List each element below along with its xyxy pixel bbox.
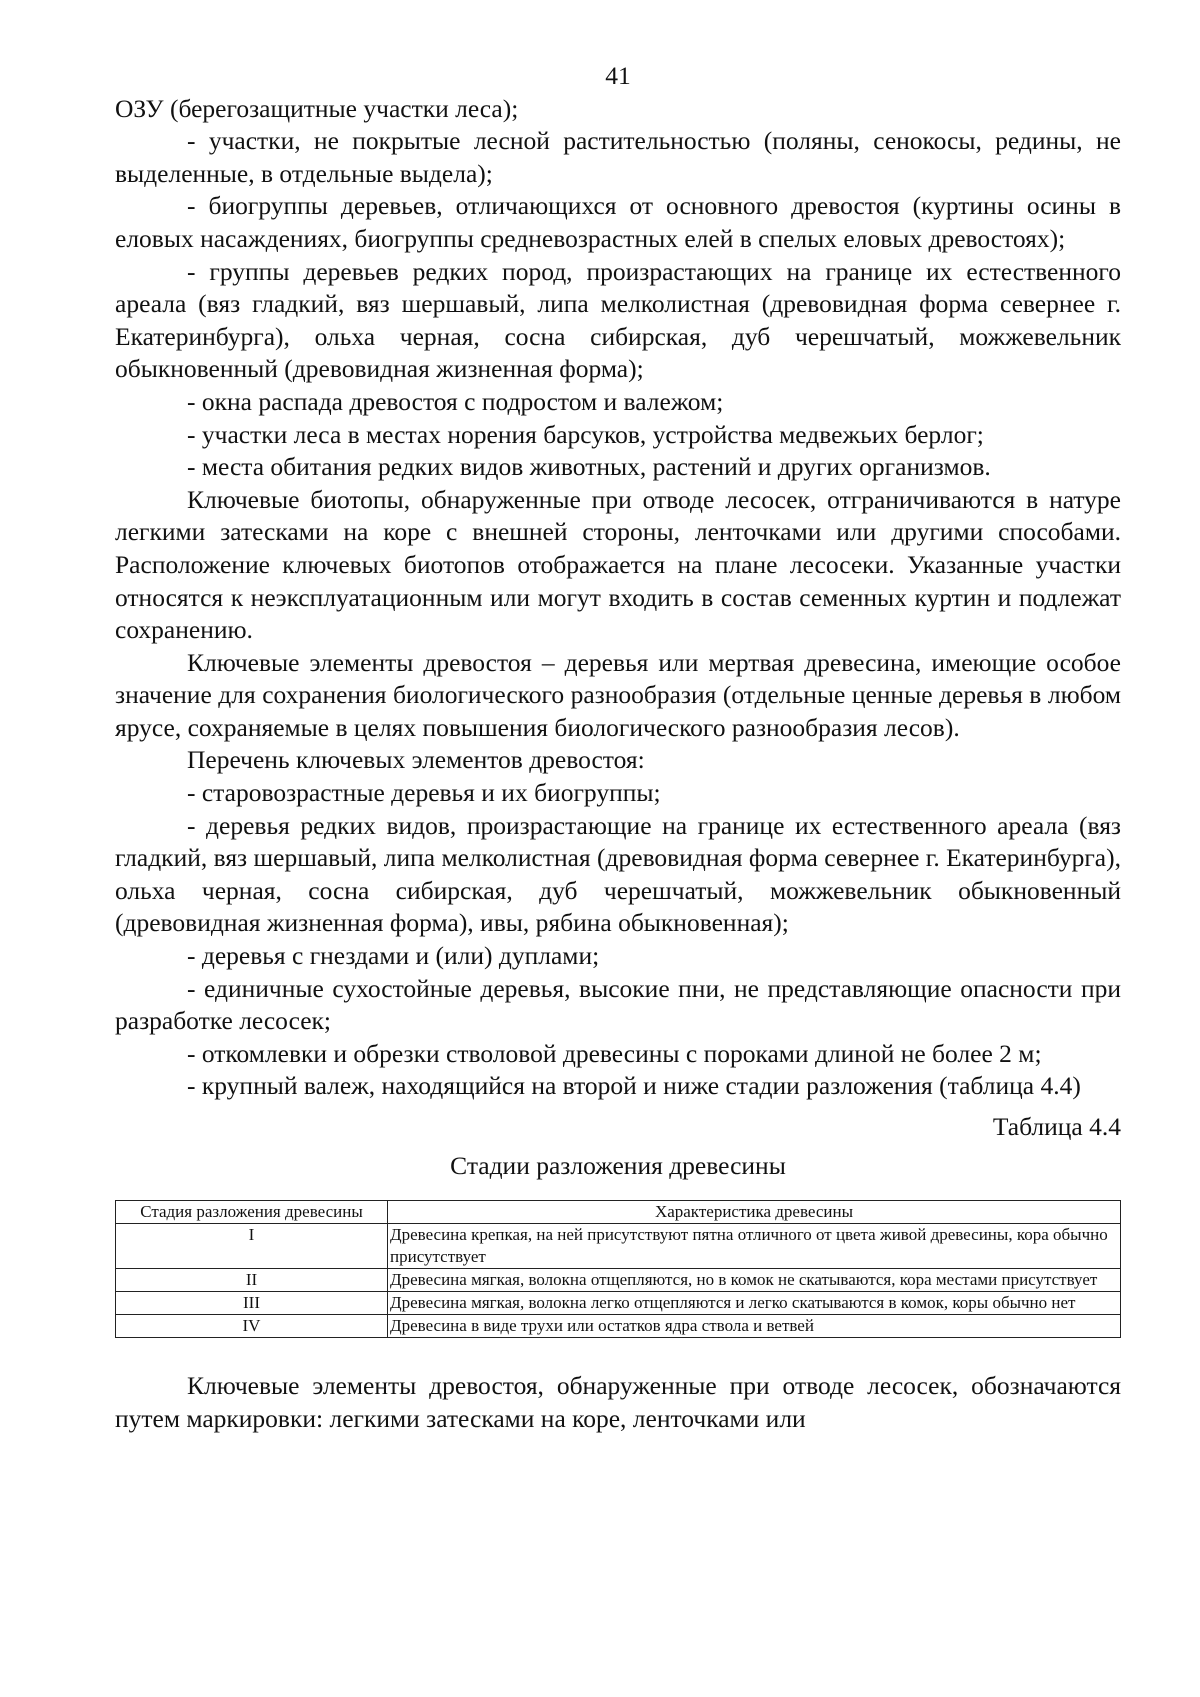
paragraph: Ключевые элементы древостоя, обнаруженные при отводе лесосек, обозначаются путем маркировки: легкими затесками на коре, ленточками или [115,1371,1121,1433]
table-label: Таблица 4.4 [992,1112,1121,1141]
header-characteristic: Характеристика древесины [388,1201,1121,1224]
paragraph: - деревья с гнездами и (или) дуплами; [187,941,600,971]
body-text-bottom [115,1370,1121,1435]
table-row [116,1292,1121,1315]
paragraph: Перечень ключевых элементов древостоя: [187,745,645,775]
paragraph: - окна распада древостоя с подростом и валежом; [187,386,724,416]
stage-cell: II [116,1269,388,1292]
paragraph: - откомлевки и обрезки стволовой древесины с пороками длиной не более 2 м; [187,1038,1042,1068]
table-title: Стадии разложения древесины [450,1150,786,1180]
page-number: 41 [605,61,631,90]
description-cell: Древесина мягкая, волокна отщепляются, но в комок не скатываются, кора местами присутствует [388,1269,1121,1292]
paragraph: Ключевые элементы древостоя – деревья или мертвая древесина, имеющие особое значение для сохранения биологического разнообразия (отдельные ценные деревья в любом ярусе, сохраняемые в целях повышения биологического разнообразия лесов). [115,647,1121,742]
paragraph: - старовозрастные деревья и их биогруппы; [187,778,661,808]
table-row [116,1269,1121,1292]
paragraph: - единичные сухостойные деревья, высокие пни, не представляющие опасности при разработке лесосек; [115,973,1121,1036]
table-header-row [116,1201,1121,1224]
paragraph: ОЗУ (берегозащитные участки леса); [115,93,519,123]
paragraph: - места обитания редких видов животных, растений и других организмов. [187,452,991,482]
body-text-top [115,93,1121,1103]
paragraph: - участки леса в местах норения барсуков, устройства медвежьих берлог; [187,419,984,449]
paragraph: - крупный валеж, находящийся на второй и ниже стадии разложения (таблица 4.4) [187,1071,1081,1101]
paragraph: - участки, не покрытые лесной растительностью (поляны, сенокосы, редины, не выделенные, в отдельные выдела); [115,126,1121,188]
table-row [116,1315,1121,1338]
paragraph: Ключевые биотопы, обнаруженные при отводе лесосек, отграничиваются в натуре легкими затесками на коре с внешней стороны, ленточками или другими способами. Расположение ключевых биотопов отображается на плане лесосеки. Указанные участки относятся к неэксплуатационным или могут входить в состав семенных куртин и подлежат сохранению. [115,484,1121,645]
paragraph: - биогруппы деревьев, отличающихся от основного древостоя (куртины осины в еловых насаждениях, биогруппы средневозрастных елей в спелых еловых древостоях); [115,191,1121,253]
table-row [116,1224,1121,1269]
paragraph: - группы деревьев редких пород, произрастающих на границе их естественного ареала (вяз гладкий, вяз шершавый, липа мелколистная (древовидная форма севернее г. Екатеринбурга), ольха черная, сосна сибирская, дуб черешчатый, можжевельник обыкновенный (древовидная жизненная форма); [115,256,1121,384]
paragraph: - деревья редких видов, произрастающие на границе их естественного ареала (вяз гладкий, вяз шершавый, липа мелколистная (древовидная форма севернее г. Екатеринбурга), ольха черная, сосна сибирская, дуб черешчатый, можжевельник обыкновенный (древовидная жизненная форма), ивы, рябина обыкновенная); [115,810,1121,938]
stage-cell: III [116,1292,388,1315]
stage-cell: I [116,1224,388,1269]
document-page [115,60,1121,1435]
header-stage: Стадия разложения древесины [116,1201,388,1224]
description-cell: Древесина крепкая, на ней присутствуют пятна отличного от цвета живой древесины, кора обычно присутствует [388,1224,1121,1269]
decomposition-table [115,1200,1121,1338]
stage-cell: IV [116,1315,388,1338]
description-cell: Древесина мягкая, волокна легко отщепляются и легко скатываются в комок, коры обычно нет [388,1292,1121,1315]
description-cell: Древесина в виде трухи или остатков ядра ствола и ветвей [388,1315,1121,1338]
